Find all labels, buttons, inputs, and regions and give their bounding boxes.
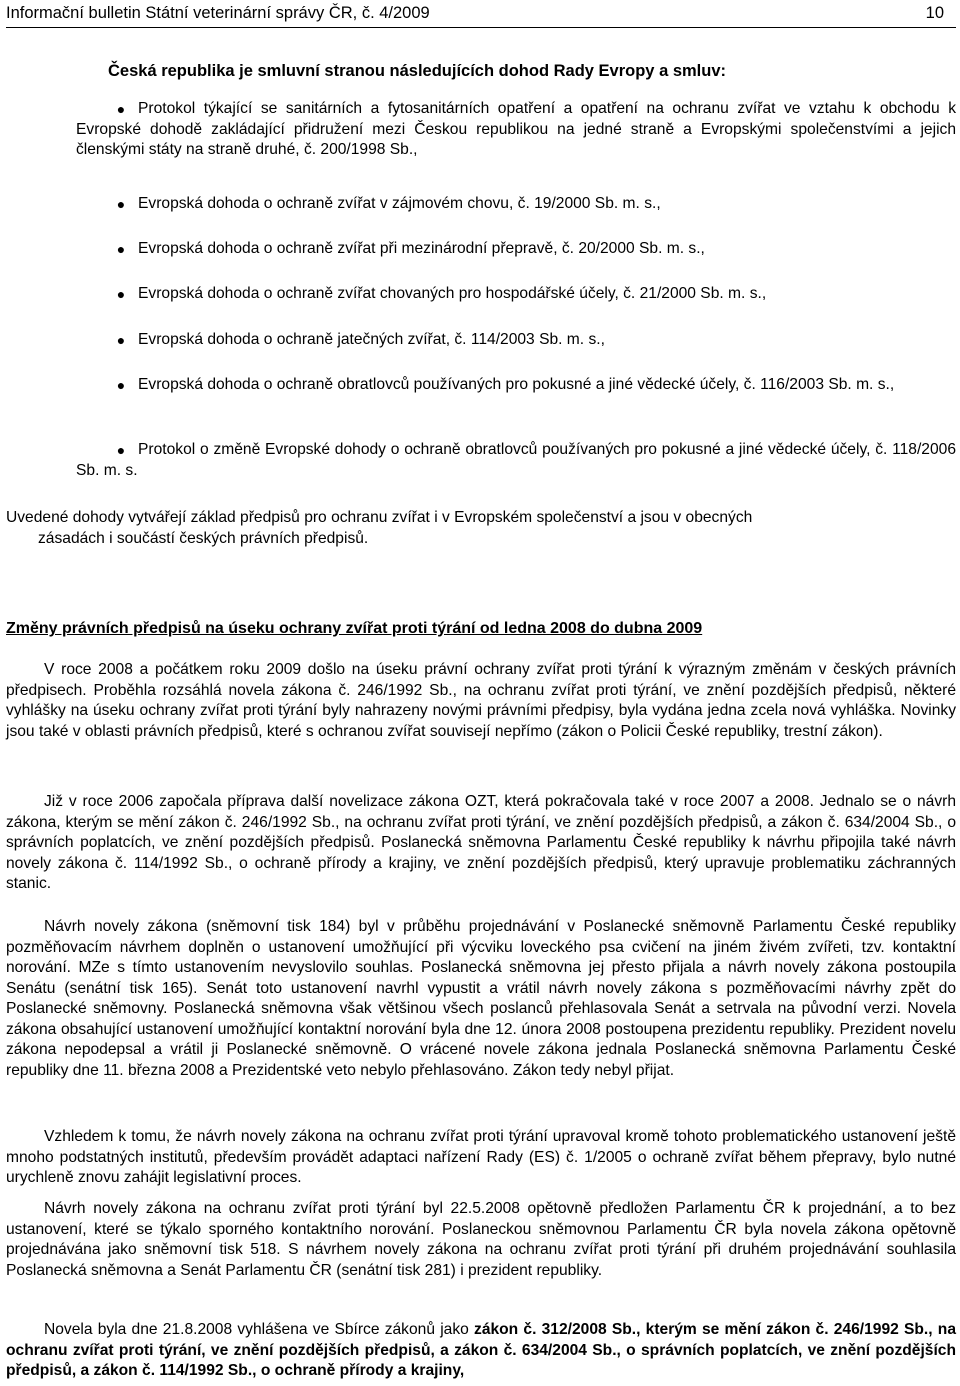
bulletin-title: Informační bulletin Státní veterinární správy ČR, č. 4/2009 — [6, 4, 430, 22]
list-item: ● Evropská dohoda o ochraně zvířat chovaných pro hospodářské účely, č. 21/2000 Sb. m. s., — [76, 284, 956, 305]
list-item: ● Protokol týkající se sanitárních a fytosanitárních opatření a opatření na ochranu zvířat ve vztahu k obchodu k Evropské dohodě zakládající přidružení mezi Českou republikou na jedné straně a Evropskými společenstvími a jejich členskými státy na straně druhé, č. 200/1998 Sb., — [76, 100, 956, 158]
list-item: ● Evropská dohoda o ochraně zvířat v zájmovém chovu, č. 19/2000 Sb. m. s., — [76, 194, 956, 215]
list-item: ● Protokol o změně Evropské dohody o ochraně obratlovců používaných pro pokusné a jiné vědecké účely, č. 118/2006 Sb. m. s. — [76, 441, 956, 479]
paragraph: Návrh novely zákona (sněmovní tisk 184) byl v průběhu projednávání v Poslanecké sněmovně Parlamentu České republiky pozměňovacím návrhem doplněn o ustanovení umožňující při výcviku loveckého psa cvičení na jiném živém zvířeti, tzv. kontaktní norování. MZe s tímto ustanovením nevyslovilo souhlas. Poslanecká sněmovna jej přesto přijala a návrh novely zákona postoupila Senátu (senátní tisk 165). Senát toto ustanovení navrhl vypustit a vrátil návrh novely zákona s pozměňovacími návrhy zpět do Poslanecké sněmovny. Poslanecká sněmovna však většinou všech poslanců přehlasovala Senát a setrvala na původní verzi. Novela zákona obsahující ustanovení umožňující kontaktní norování byla dne 12. února 2008 postoupena prezidentu republiky. Prezident novelu zákona nepodepsal a vrátil ji Poslanecké sněmovně. O vrácené novele zákona jednala Poslanecká sněmovna Parlamentu České republiky dne 11. března 2008 a Prezidentské veto nebylo přehlasováno. Zákon tedy nebyl přijat. — [6, 918, 956, 1079]
bullet-icon: ● — [116, 101, 126, 117]
bullet-icon: ● — [116, 442, 126, 458]
page-number: 10 — [925, 4, 944, 22]
bullet-icon: ● — [116, 332, 126, 348]
paragraph: Návrh novely zákona na ochranu zvířat proti týrání byl 22.5.2008 opětovně předložen Parlamentu ČR k projednání, a to bez ustanovení, které se týkalo sporného kontaktního norování. Poslaneckou sněmovnou Parlamentu ČR byla novela zákona opětovně projednávána jako sněmovní tisk 518. S návrhem novely zákona na ochranu zvířat proti týrání při druhém projednávání souhlasila Poslanecká sněmovna a Senát Parlamentu ČR (senátní tisk 281) i prezident republiky. — [6, 1200, 956, 1279]
paragraph: Již v roce 2006 započala příprava další novelizace zákona OZT, která pokračovala také v roce 2007 a 2008. Jednalo se o návrh zákona, kterým se mění zákon č. 246/1992 Sb., na ochranu zvířat proti týrání, ve znění pozdějších předpisů, a zákon č. 634/2004 Sb., o správních poplatcích, ve znění pozdějších předpisů. Poslanecká sněmovna Parlamentu České republiky k návrhu připojila také návrh novely zákona č. 114/1992 Sb., o ochraně přírody a krajiny, ve znění pozdějších předpisů, který upravuje problematiku záchranných stanic. — [6, 793, 956, 892]
page-header — [6, 0, 956, 28]
bullet-icon: ● — [116, 377, 126, 393]
list-item: ● Evropská dohoda o ochraně jatečných zvířat, č. 114/2003 Sb. m. s., — [76, 330, 956, 351]
section-heading: Změny právních předpisů na úseku ochrany zvířat proti týrání od ledna 2008 do dubna 2009 — [6, 620, 703, 637]
list-item: ● Evropská dohoda o ochraně obratlovců používaných pro pokusné a jiné vědecké účely, č. 116/2003 Sb. m. s., — [76, 375, 956, 396]
bullet-icon: ● — [116, 286, 126, 302]
paragraph: Vzhledem k tomu, že návrh novely zákona na ochranu zvířat proti týrání upravoval kromě tohoto problematického ustanovení ještě mnoho podstatných institutů, především provádět adaptaci nařízení Rady (ES) č. 1/2005 o ochraně zvířat během přepravy, bylo nutné urychleně znovu zahájit legislativní proces. — [6, 1128, 956, 1186]
list-item: ● Evropská dohoda o ochraně zvířat při mezinárodní přepravě, č. 20/2000 Sb. m. s., — [76, 239, 956, 260]
paragraph: V roce 2008 a počátkem roku 2009 došlo na úseku právní ochrany zvířat proti týrání k výrazným změnám v českých právních předpisech. Proběhla rozsáhlá novela zákona č. 246/1992 Sb., na ochranu zvířat proti týrání, ve znění pozdějších předpisů, některé vyhlášky na úseku ochrany zvířat proti týrání byly nahrazeny novými právními předpisy, byla vydána jedna zcela nová vyhláška. Novinky jsou také v oblasti právních předpisů, které s ochranou zvířat souvisejí nepřímo (zákon o Policii České republiky, trestní zákon). — [6, 661, 956, 740]
conclusion-paragraph: Uvedené dohody vytvářejí základ předpisů pro ochranu zvířat i v Evropském společenství a jsou v obecných zásadách i součástí českých právních předpisů. — [6, 509, 753, 547]
paragraph: Novela byla dne 21.8.2008 vyhlášena ve Sbírce zákonů jako zákon č. 312/2008 Sb., kterým se mění zákon č. 246/1992 Sb., na ochranu zvířat proti týrání, ve znění pozdějších předpisů, a zákon č. 634/2004 Sb., o správních poplatcích, ve znění pozdějších předpisů, a zákon č. 114/1992 Sb., o ochraně přírody a krajiny, — [6, 1321, 956, 1379]
bullet-icon: ● — [116, 196, 126, 212]
intro-text: Česká republika je smluvní stranou následujících dohod Rady Evropy a smluv: — [108, 62, 727, 80]
bullet-icon: ● — [116, 241, 126, 257]
